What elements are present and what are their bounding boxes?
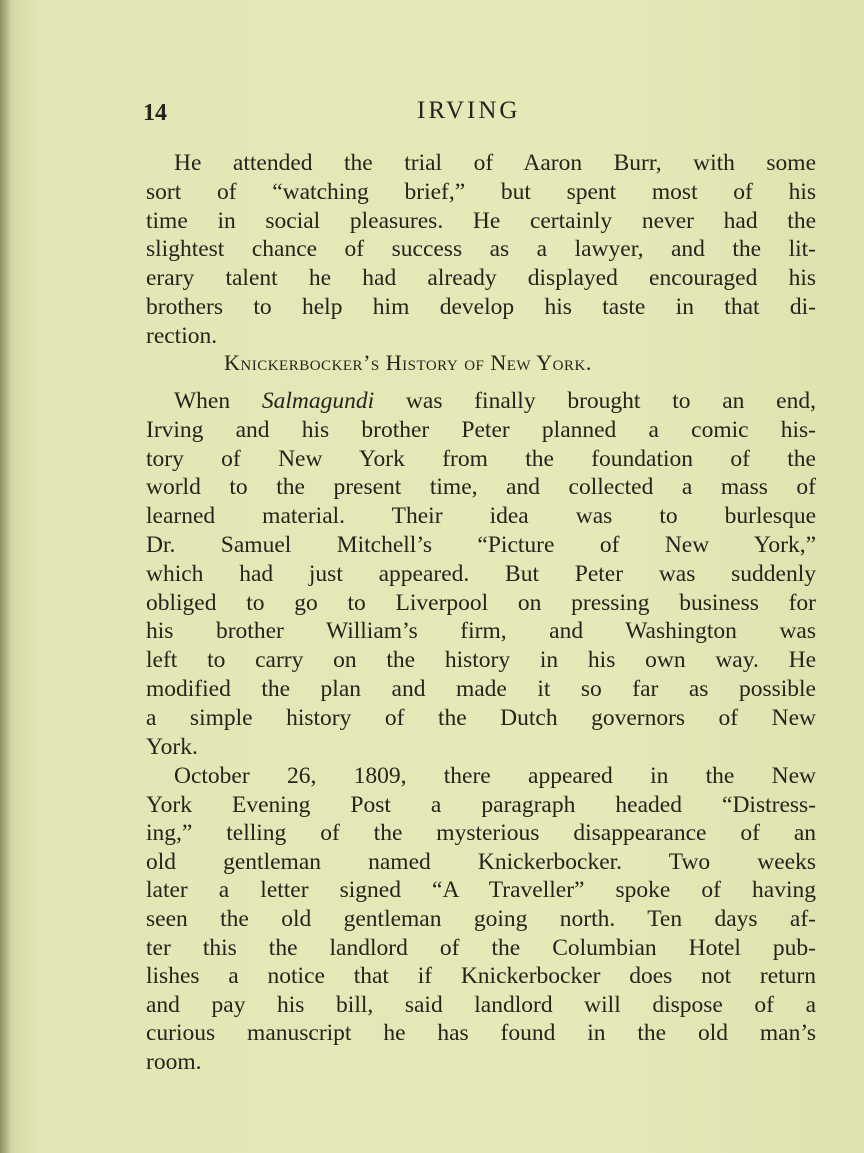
- text-line: learned material. Their idea was to burlesque: [146, 503, 816, 530]
- text-line: brothers to help him develop his taste in that di-: [146, 294, 816, 320]
- text-line: Dr. Samuel Mitchell’s “Picture of New York,”: [146, 532, 816, 558]
- text-line: erary talent he had already displayed encouraged his: [146, 265, 816, 292]
- text-line: and pay his bill, said landlord will dispose of a: [146, 991, 816, 1018]
- text-line: October 26, 1809, there appeared in the New: [174, 763, 816, 789]
- text-line: world to the present time, and collected a mass of: [146, 474, 816, 501]
- text-line: York Evening Post a paragraph headed “Distress-: [146, 791, 816, 818]
- text-line: rection.: [146, 322, 218, 349]
- text-line: slightest chance of success as a lawyer, and the lit-: [146, 236, 816, 263]
- text-line: When Salmagundi was finally brought to an end,: [174, 388, 816, 414]
- page-number: 14: [143, 100, 167, 126]
- text-line: lishes a notice that if Knickerbocker does not return: [146, 963, 816, 990]
- text-line: time in social pleasures. He certainly never had the: [146, 207, 816, 234]
- text-line: seen the old gentleman going north. Ten days af-: [146, 906, 816, 932]
- text-line: ing,” telling of the mysterious disappearance of an: [146, 820, 816, 847]
- text-line: Irving and his brother Peter planned a comic his-: [146, 416, 816, 443]
- text-line: curious manuscript he has found in the old man’s: [146, 1020, 816, 1047]
- text-line: which had just appeared. But Peter was suddenly: [146, 560, 816, 587]
- text-line: obliged to go to Liverpool on pressing business for: [146, 589, 816, 616]
- text-line: his brother William’s firm, and Washington was: [146, 618, 816, 645]
- text-line: He attended the trial of Aaron Burr, with some: [174, 150, 816, 176]
- text-line: old gentleman named Knickerbocker. Two weeks: [146, 848, 816, 875]
- text-line: a simple history of the Dutch governors of New: [146, 704, 816, 731]
- running-head: IRVING: [417, 97, 521, 124]
- text-line: ter this the landlord of the Columbian Hotel pub-: [146, 934, 816, 961]
- text-line: sort of “watching brief,” but spent most of his: [146, 178, 816, 205]
- section-heading: Knickerbocker’s History of New York.: [224, 350, 592, 375]
- text-line: York.: [146, 733, 198, 760]
- text-line: later a letter signed “A Traveller” spoke of having: [146, 877, 816, 904]
- text-line: tory of New York from the foundation of the: [146, 445, 816, 472]
- page-binding-edge: [0, 0, 10, 1153]
- text-line: modified the plan and made it so far as possible: [146, 676, 816, 702]
- text-line: left to carry on the history in his own way. He: [146, 647, 816, 674]
- text-line: room.: [146, 1049, 202, 1075]
